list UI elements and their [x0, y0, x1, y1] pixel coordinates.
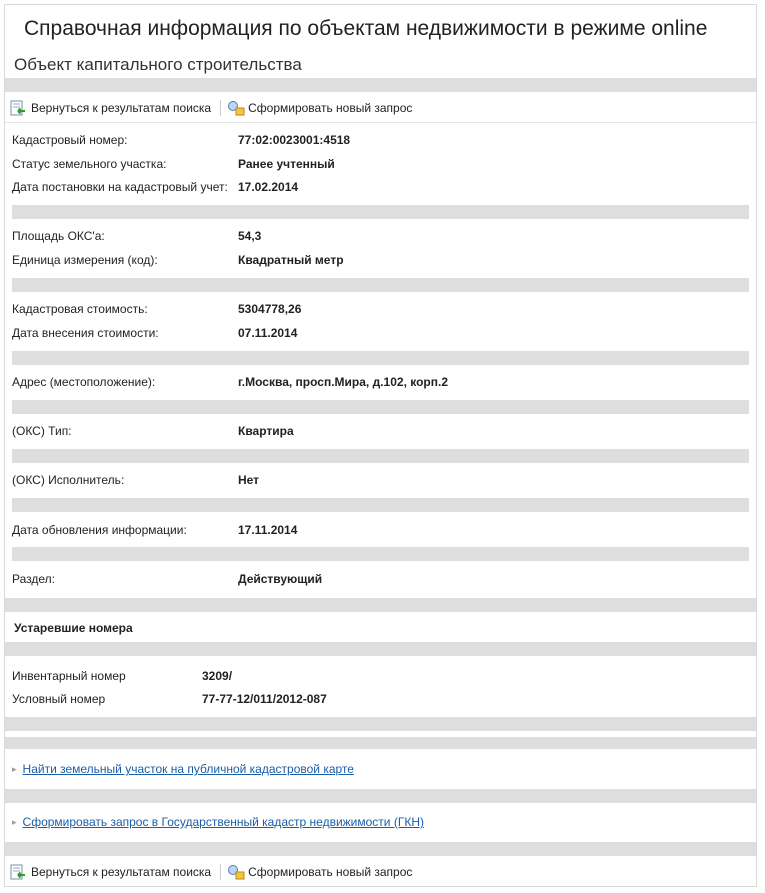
back-to-results-label: Вернуться к результатам поиска	[31, 865, 212, 879]
bottom-toolbar	[10, 861, 412, 883]
top-separator-bar	[5, 78, 756, 92]
back-to-results-button[interactable]	[10, 864, 211, 880]
registration-date-value: 17.02.2014	[238, 180, 299, 194]
cost-date-label: Дата внесения стоимости:	[12, 326, 159, 340]
separator-bar	[12, 400, 749, 414]
oks-executor-value: Нет	[238, 473, 260, 487]
back-arrow-icon	[10, 864, 26, 880]
new-request-button[interactable]	[227, 864, 412, 880]
inventory-number-label: Инвентарный номер	[12, 669, 126, 683]
land-status-label: Статус земельного участка:	[12, 157, 167, 171]
top-toolbar	[10, 97, 412, 119]
back-to-results-label: Вернуться к результатам поиска	[31, 101, 212, 115]
conditional-number-label: Условный номер	[12, 692, 106, 706]
separator-bar	[12, 547, 749, 561]
oks-type-label: (ОКС) Тип:	[12, 424, 72, 438]
back-arrow-icon	[10, 100, 26, 116]
cadastral-cost-label: Кадастровая стоимость:	[12, 302, 148, 316]
divider-line	[5, 122, 756, 123]
unit-value: Квадратный метр	[238, 253, 344, 267]
bullet-arrow-icon: ▸	[12, 816, 17, 827]
cadastral-number-value: 77:02:0023001:4518	[238, 133, 351, 147]
gkn-request-link[interactable]: Сформировать запрос в Государственный кадастр недвижимости (ГКН)	[22, 815, 424, 829]
gkn-link-row	[12, 815, 424, 829]
obsolete-numbers-heading: Устаревшие номера	[14, 621, 133, 635]
separator-bar	[12, 351, 749, 365]
new-request-icon	[227, 864, 243, 880]
public-cadastral-map-link[interactable]: Найти земельный участок на публичной кадастровой карте	[22, 762, 354, 776]
new-request-label: Сформировать новый запрос	[248, 101, 413, 115]
conditional-number-value: 77-77-12/011/2012-087	[202, 692, 327, 706]
area-value: 54,3	[238, 229, 262, 243]
update-date-value: 17.11.2014	[238, 523, 298, 537]
separator-bar	[12, 449, 749, 463]
back-to-results-button[interactable]	[10, 100, 211, 116]
cost-date-value: 07.11.2014	[238, 326, 298, 340]
oks-type-value: Квартира	[238, 424, 294, 438]
new-request-button[interactable]	[227, 100, 412, 116]
registration-date-label: Дата постановки на кадастровый учет:	[12, 180, 228, 194]
separator-bar	[5, 789, 756, 803]
page-title: Справочная информация по объектам недвижимости в режиме online	[24, 17, 708, 40]
separator-bar	[5, 642, 756, 656]
cadastral-number-label: Кадастровый номер:	[12, 133, 128, 147]
land-status-value: Ранее учтенный	[238, 157, 335, 171]
address-label: Адрес (местоположение):	[12, 375, 156, 389]
unit-label: Единица измерения (код):	[12, 253, 158, 267]
oks-executor-label: (ОКС) Исполнитель:	[12, 473, 125, 487]
bullet-arrow-icon: ▸	[12, 763, 17, 774]
toolbar-divider	[220, 100, 221, 116]
page-subtitle: Объект капитального строительства	[14, 55, 302, 74]
inventory-number-value: 3209/	[202, 669, 233, 683]
area-label: Площадь ОКС'а:	[12, 229, 105, 243]
map-link-row	[12, 762, 354, 776]
new-request-icon	[227, 100, 243, 116]
separator-bar	[5, 737, 756, 749]
new-request-label: Сформировать новый запрос	[248, 865, 413, 879]
toolbar-divider	[220, 864, 221, 880]
section-label: Раздел:	[12, 572, 55, 586]
update-date-label: Дата обновления информации:	[12, 523, 187, 537]
separator-bar	[5, 598, 756, 612]
separator-bar	[5, 842, 756, 856]
separator-bar	[12, 205, 749, 219]
address-value: г.Москва, просп.Мира, д.102, корп.2	[238, 375, 448, 389]
separator-bar	[5, 717, 756, 731]
section-value: Действующий	[238, 572, 323, 586]
separator-bar	[12, 278, 749, 292]
cadastral-cost-value: 5304778,26	[238, 302, 302, 316]
separator-bar	[12, 498, 749, 512]
